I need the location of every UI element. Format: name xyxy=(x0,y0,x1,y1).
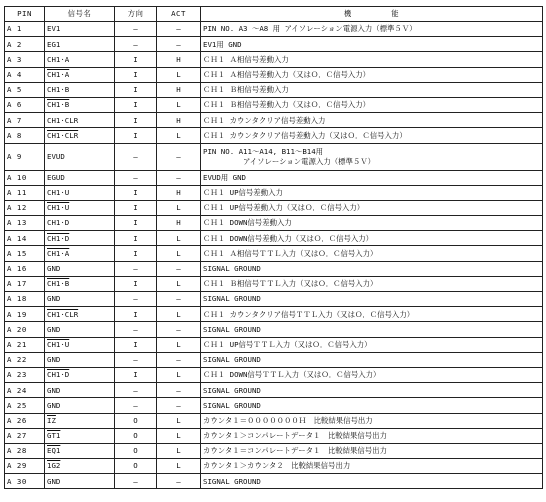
function-text: ＣＨ１ Ｂ相信号差動入力（又はＯ．Ｃ信号入力） xyxy=(203,100,371,110)
pin-cell: A 8 xyxy=(5,128,45,143)
signal-name-cell xyxy=(45,322,115,337)
table-row xyxy=(5,113,543,128)
function-cell xyxy=(201,97,543,112)
direction-cell: I xyxy=(115,246,157,261)
direction-cell: — xyxy=(115,383,157,398)
table-row xyxy=(5,443,543,458)
active-level-cell: — xyxy=(157,37,201,52)
function-text: SIGNAL GROUND xyxy=(203,385,261,395)
direction-cell: — xyxy=(115,22,157,37)
active-level-cell: L xyxy=(157,128,201,143)
signal-name-text: CH1·D xyxy=(47,370,70,380)
function-cell xyxy=(201,337,543,352)
active-level-cell: — xyxy=(157,292,201,307)
direction-cell: — xyxy=(115,292,157,307)
function-cell xyxy=(201,459,543,474)
signal-name-text: CH1·CLR xyxy=(47,309,79,319)
function-text: ＣＨ１ カウンタクリア信号ＴＴＬ入力（又はＯ．Ｃ信号入力） xyxy=(203,309,415,319)
active-level-cell: L xyxy=(157,337,201,352)
direction-cell: — xyxy=(115,261,157,276)
function-text: ＣＨ１ カウンタクリア信号差動入力（又はＯ．Ｃ信号入力） xyxy=(203,130,407,140)
active-level-cell: H xyxy=(157,185,201,200)
function-cell xyxy=(201,322,543,337)
direction-cell: O xyxy=(115,413,157,428)
signal-name-text: CH1·A xyxy=(47,54,70,64)
function-text: ＣＨ１ UP信号ＴＴＬ入力（又はＯ．Ｃ信号入力） xyxy=(203,339,372,349)
signal-name-text: EV1 xyxy=(47,24,61,34)
table-row xyxy=(5,170,543,185)
active-level-cell: H xyxy=(157,52,201,67)
pin-cell: A 22 xyxy=(5,352,45,367)
direction-cell: I xyxy=(115,367,157,382)
table-body xyxy=(5,22,543,489)
direction-cell: I xyxy=(115,97,157,112)
pin-cell: A 23 xyxy=(5,367,45,382)
pin-cell: A 10 xyxy=(5,170,45,185)
direction-cell: — xyxy=(115,398,157,413)
function-cell xyxy=(201,22,543,37)
function-text: ＣＨ１ DOWN信号差動入力 xyxy=(203,218,292,228)
function-cell xyxy=(201,246,543,261)
direction-cell: I xyxy=(115,82,157,97)
pin-cell: A 30 xyxy=(5,474,45,489)
pin-cell: A 20 xyxy=(5,322,45,337)
table-row xyxy=(5,352,543,367)
signal-name-text: GND xyxy=(47,355,61,365)
function-text: ＣＨ１ Ｂ相信号ＴＴＬ入力（又はＯ．Ｃ信号入力） xyxy=(203,279,378,289)
direction-cell: I xyxy=(115,337,157,352)
signal-name-text: GT1 xyxy=(47,431,61,441)
table-header xyxy=(5,7,543,22)
pin-cell: A 28 xyxy=(5,443,45,458)
pin-cell: A 12 xyxy=(5,200,45,215)
table-row xyxy=(5,97,543,112)
signal-name-cell xyxy=(45,428,115,443)
table-row xyxy=(5,474,543,489)
active-level-cell: — xyxy=(157,474,201,489)
function-cell xyxy=(201,428,543,443)
table-row xyxy=(5,383,543,398)
table-row xyxy=(5,143,543,170)
table-row xyxy=(5,52,543,67)
signal-name-text: CH1·B xyxy=(47,85,70,95)
direction-cell: — xyxy=(115,37,157,52)
pin-cell: A 3 xyxy=(5,52,45,67)
signal-name-cell xyxy=(45,143,115,170)
table-row xyxy=(5,307,543,322)
signal-name-text: EVUD xyxy=(47,151,65,161)
function-cell xyxy=(201,383,543,398)
pin-cell: A 26 xyxy=(5,413,45,428)
table-row xyxy=(5,428,543,443)
pin-cell: A 5 xyxy=(5,82,45,97)
signal-name-text: GND xyxy=(47,294,61,304)
active-level-cell: L xyxy=(157,367,201,382)
active-level-cell: — xyxy=(157,398,201,413)
pin-cell: A 21 xyxy=(5,337,45,352)
table-row xyxy=(5,216,543,231)
function-cell xyxy=(201,185,543,200)
signal-name-cell xyxy=(45,82,115,97)
function-cell xyxy=(201,474,543,489)
function-cell xyxy=(201,367,543,382)
signal-name-cell xyxy=(45,67,115,82)
function-text: カウンタ１＞コンパレートデータ１ 比較結果信号出力 xyxy=(203,431,387,441)
pin-cell: A 1 xyxy=(5,22,45,37)
table-row xyxy=(5,185,543,200)
direction-cell: — xyxy=(115,170,157,185)
signal-name-cell xyxy=(45,459,115,474)
direction-cell: I xyxy=(115,307,157,322)
table-row xyxy=(5,413,543,428)
function-text: EVUD用 GND xyxy=(203,172,246,182)
function-text: SIGNAL GROUND xyxy=(203,324,261,334)
function-cell xyxy=(201,352,543,367)
active-level-cell: H xyxy=(157,216,201,231)
function-text: EV1用 GND xyxy=(203,39,242,49)
active-level-cell: — xyxy=(157,322,201,337)
signal-name-text: CH1·D xyxy=(47,218,70,228)
table-row xyxy=(5,276,543,291)
signal-name-cell xyxy=(45,246,115,261)
table-row xyxy=(5,292,543,307)
direction-cell: I xyxy=(115,231,157,246)
function-text: SIGNAL GROUND xyxy=(203,476,261,486)
active-level-cell: H xyxy=(157,113,201,128)
signal-name-text: CH1·U xyxy=(47,339,70,349)
function-cell xyxy=(201,143,543,170)
active-level-cell: L xyxy=(157,413,201,428)
active-level-cell: — xyxy=(157,261,201,276)
active-level-cell: L xyxy=(157,246,201,261)
signal-name-cell xyxy=(45,170,115,185)
pin-cell: A 17 xyxy=(5,276,45,291)
signal-name-cell xyxy=(45,337,115,352)
pin-cell: A 24 xyxy=(5,383,45,398)
table-row xyxy=(5,367,543,382)
direction-cell: I xyxy=(115,113,157,128)
function-cell xyxy=(201,231,543,246)
signal-name-text: CH1·U xyxy=(47,203,70,213)
table-row xyxy=(5,322,543,337)
table-row xyxy=(5,246,543,261)
function-text: SIGNAL GROUND xyxy=(203,355,261,365)
pin-cell: A 11 xyxy=(5,185,45,200)
function-text: ＣＨ１ Ｂ相信号差動入力 xyxy=(203,85,289,95)
signal-name-text: CH1·CLR xyxy=(47,115,79,125)
direction-cell: I xyxy=(115,52,157,67)
signal-name-text: $\overline{IZ}$ xyxy=(47,415,56,425)
signal-name-cell xyxy=(45,307,115,322)
signal-name-cell xyxy=(45,352,115,367)
signal-name-text: GND xyxy=(47,385,61,395)
function-cell xyxy=(201,200,543,215)
signal-name-cell xyxy=(45,128,115,143)
pin-cell: A 9 xyxy=(5,143,45,170)
function-text: ＣＨ１ DOWN信号ＴＴＬ入力（又はＯ．Ｃ信号入力） xyxy=(203,370,381,380)
header-row xyxy=(5,7,543,22)
table-row xyxy=(5,459,543,474)
pin-cell: A 18 xyxy=(5,292,45,307)
function-text: ＣＨ１ DOWN信号差動入力（又はＯ．Ｃ信号入力） xyxy=(203,233,374,243)
signal-name-text: GND xyxy=(47,400,61,410)
direction-cell: I xyxy=(115,216,157,231)
active-level-cell: — xyxy=(157,22,201,37)
signal-name-text: CH1·B xyxy=(47,279,70,289)
header-signal-name: 信号名 xyxy=(45,7,115,22)
function-text: アイソレーション電源入力（標準５Ｖ） xyxy=(243,157,376,166)
signal-name-text: EQ1 xyxy=(47,446,61,456)
function-cell xyxy=(201,37,543,52)
active-level-cell: L xyxy=(157,67,201,82)
function-cell xyxy=(201,170,543,185)
active-level-cell: L xyxy=(157,97,201,112)
table-row xyxy=(5,82,543,97)
header-direction: 方向 xyxy=(115,7,157,22)
function-cell xyxy=(201,82,543,97)
function-cell xyxy=(201,276,543,291)
active-level-cell: L xyxy=(157,459,201,474)
table-row xyxy=(5,37,543,52)
active-level-cell: L xyxy=(157,200,201,215)
signal-name-text: EGUD xyxy=(47,172,65,182)
function-text: PIN NO. A3 〜A8 用 アイソレーション電源入力（標準５Ｖ） xyxy=(203,24,417,34)
active-level-cell: H xyxy=(157,82,201,97)
direction-cell: — xyxy=(115,322,157,337)
table-row xyxy=(5,200,543,215)
function-cell xyxy=(201,307,543,322)
signal-name-cell xyxy=(45,216,115,231)
signal-name-cell xyxy=(45,185,115,200)
pin-cell: A 16 xyxy=(5,261,45,276)
table-row xyxy=(5,337,543,352)
table-row xyxy=(5,398,543,413)
signal-name-text: CH1·U xyxy=(47,188,70,198)
signal-name-cell xyxy=(45,413,115,428)
signal-name-cell xyxy=(45,474,115,489)
direction-cell: I xyxy=(115,185,157,200)
active-level-cell: L xyxy=(157,231,201,246)
function-text: PIN NO. A11〜A14, B11〜B14用 xyxy=(203,146,324,156)
function-text: カウンタ１＝０００００００Ｈ 比較結果信号出力 xyxy=(203,415,373,425)
direction-cell: O xyxy=(115,459,157,474)
signal-name-text: GND xyxy=(47,324,61,334)
active-level-cell: — xyxy=(157,143,201,170)
pin-cell: A 27 xyxy=(5,428,45,443)
pin-cell: A 29 xyxy=(5,459,45,474)
direction-cell: O xyxy=(115,443,157,458)
active-level-cell: L xyxy=(157,307,201,322)
active-level-cell: — xyxy=(157,170,201,185)
direction-cell: — xyxy=(115,352,157,367)
function-text: SIGNAL GROUND xyxy=(203,294,261,304)
function-text: ＣＨ１ カウンタクリア信号差動入力 xyxy=(203,115,326,125)
direction-cell: I xyxy=(115,200,157,215)
table-row xyxy=(5,67,543,82)
pin-cell: A 6 xyxy=(5,97,45,112)
function-cell xyxy=(201,128,543,143)
signal-name-cell xyxy=(45,113,115,128)
active-level-cell: L xyxy=(157,428,201,443)
function-text: ＣＨ１ Ａ相信号差動入力 xyxy=(203,54,289,64)
header-active-level: ACT xyxy=(157,7,201,22)
function-text: SIGNAL GROUND xyxy=(203,400,261,410)
signal-name-text: CH1·A xyxy=(47,69,70,79)
function-cell xyxy=(201,113,543,128)
signal-name-text: GND xyxy=(47,476,61,486)
function-text: ＣＨ１ UP信号差動入力 xyxy=(203,188,283,198)
function-text: カウンタ１＝コンパレートデータ１ 比較結果信号出力 xyxy=(203,446,387,456)
header-function: 機 能 xyxy=(201,7,543,22)
signal-name-cell xyxy=(45,37,115,52)
function-cell xyxy=(201,292,543,307)
signal-name-cell xyxy=(45,22,115,37)
function-cell xyxy=(201,398,543,413)
direction-cell: O xyxy=(115,428,157,443)
signal-name-cell xyxy=(45,367,115,382)
function-text: ＣＨ１ Ａ相信号ＴＴＬ入力（又はＯ．Ｃ信号入力） xyxy=(203,248,378,258)
signal-name-text: EG1 xyxy=(47,39,61,49)
signal-name-cell xyxy=(45,292,115,307)
pin-cell: A 15 xyxy=(5,246,45,261)
signal-name-cell xyxy=(45,398,115,413)
signal-name-text: CH1·CLR xyxy=(47,130,79,140)
pin-cell: A 13 xyxy=(5,216,45,231)
pin-cell: A 25 xyxy=(5,398,45,413)
direction-cell: I xyxy=(115,276,157,291)
function-cell xyxy=(201,261,543,276)
direction-cell: I xyxy=(115,128,157,143)
table-row xyxy=(5,261,543,276)
function-cell xyxy=(201,216,543,231)
signal-name-text: GND xyxy=(47,264,61,274)
function-text: ＣＨ１ Ａ相信号差動入力（又はＯ．Ｃ信号入力） xyxy=(203,69,371,79)
active-level-cell: L xyxy=(157,443,201,458)
active-level-cell: — xyxy=(157,383,201,398)
table-row xyxy=(5,128,543,143)
active-level-cell: — xyxy=(157,352,201,367)
signal-name-cell xyxy=(45,443,115,458)
header-pin: PIN xyxy=(5,7,45,22)
signal-name-cell xyxy=(45,261,115,276)
pin-cell: A 4 xyxy=(5,67,45,82)
table-row xyxy=(5,231,543,246)
table-row xyxy=(5,22,543,37)
pin-assignment-table xyxy=(4,6,543,489)
signal-name-text: CH1·B xyxy=(47,100,70,110)
pin-cell: A 19 xyxy=(5,307,45,322)
direction-cell: I xyxy=(115,67,157,82)
pin-cell: A 7 xyxy=(5,113,45,128)
direction-cell: — xyxy=(115,143,157,170)
pin-cell: A 2 xyxy=(5,37,45,52)
signal-name-cell xyxy=(45,200,115,215)
function-text: SIGNAL GROUND xyxy=(203,264,261,274)
function-text: ＣＨ１ UP信号差動入力（又はＯ．Ｃ信号入力） xyxy=(203,203,365,213)
function-cell xyxy=(201,67,543,82)
function-text: カウンタ１＞カウンタ２ 比較結果信号出力 xyxy=(203,461,351,471)
function-cell xyxy=(201,52,543,67)
pin-cell: A 14 xyxy=(5,231,45,246)
signal-name-cell xyxy=(45,97,115,112)
function-cell xyxy=(201,413,543,428)
function-cell xyxy=(201,443,543,458)
signal-name-cell xyxy=(45,276,115,291)
signal-name-cell xyxy=(45,383,115,398)
direction-cell: — xyxy=(115,474,157,489)
signal-name-cell xyxy=(45,52,115,67)
signal-name-text: 1G2 xyxy=(47,461,61,471)
signal-name-text: CH1·A xyxy=(47,248,70,258)
signal-name-text: CH1·D xyxy=(47,233,70,243)
active-level-cell: L xyxy=(157,276,201,291)
signal-name-cell xyxy=(45,231,115,246)
